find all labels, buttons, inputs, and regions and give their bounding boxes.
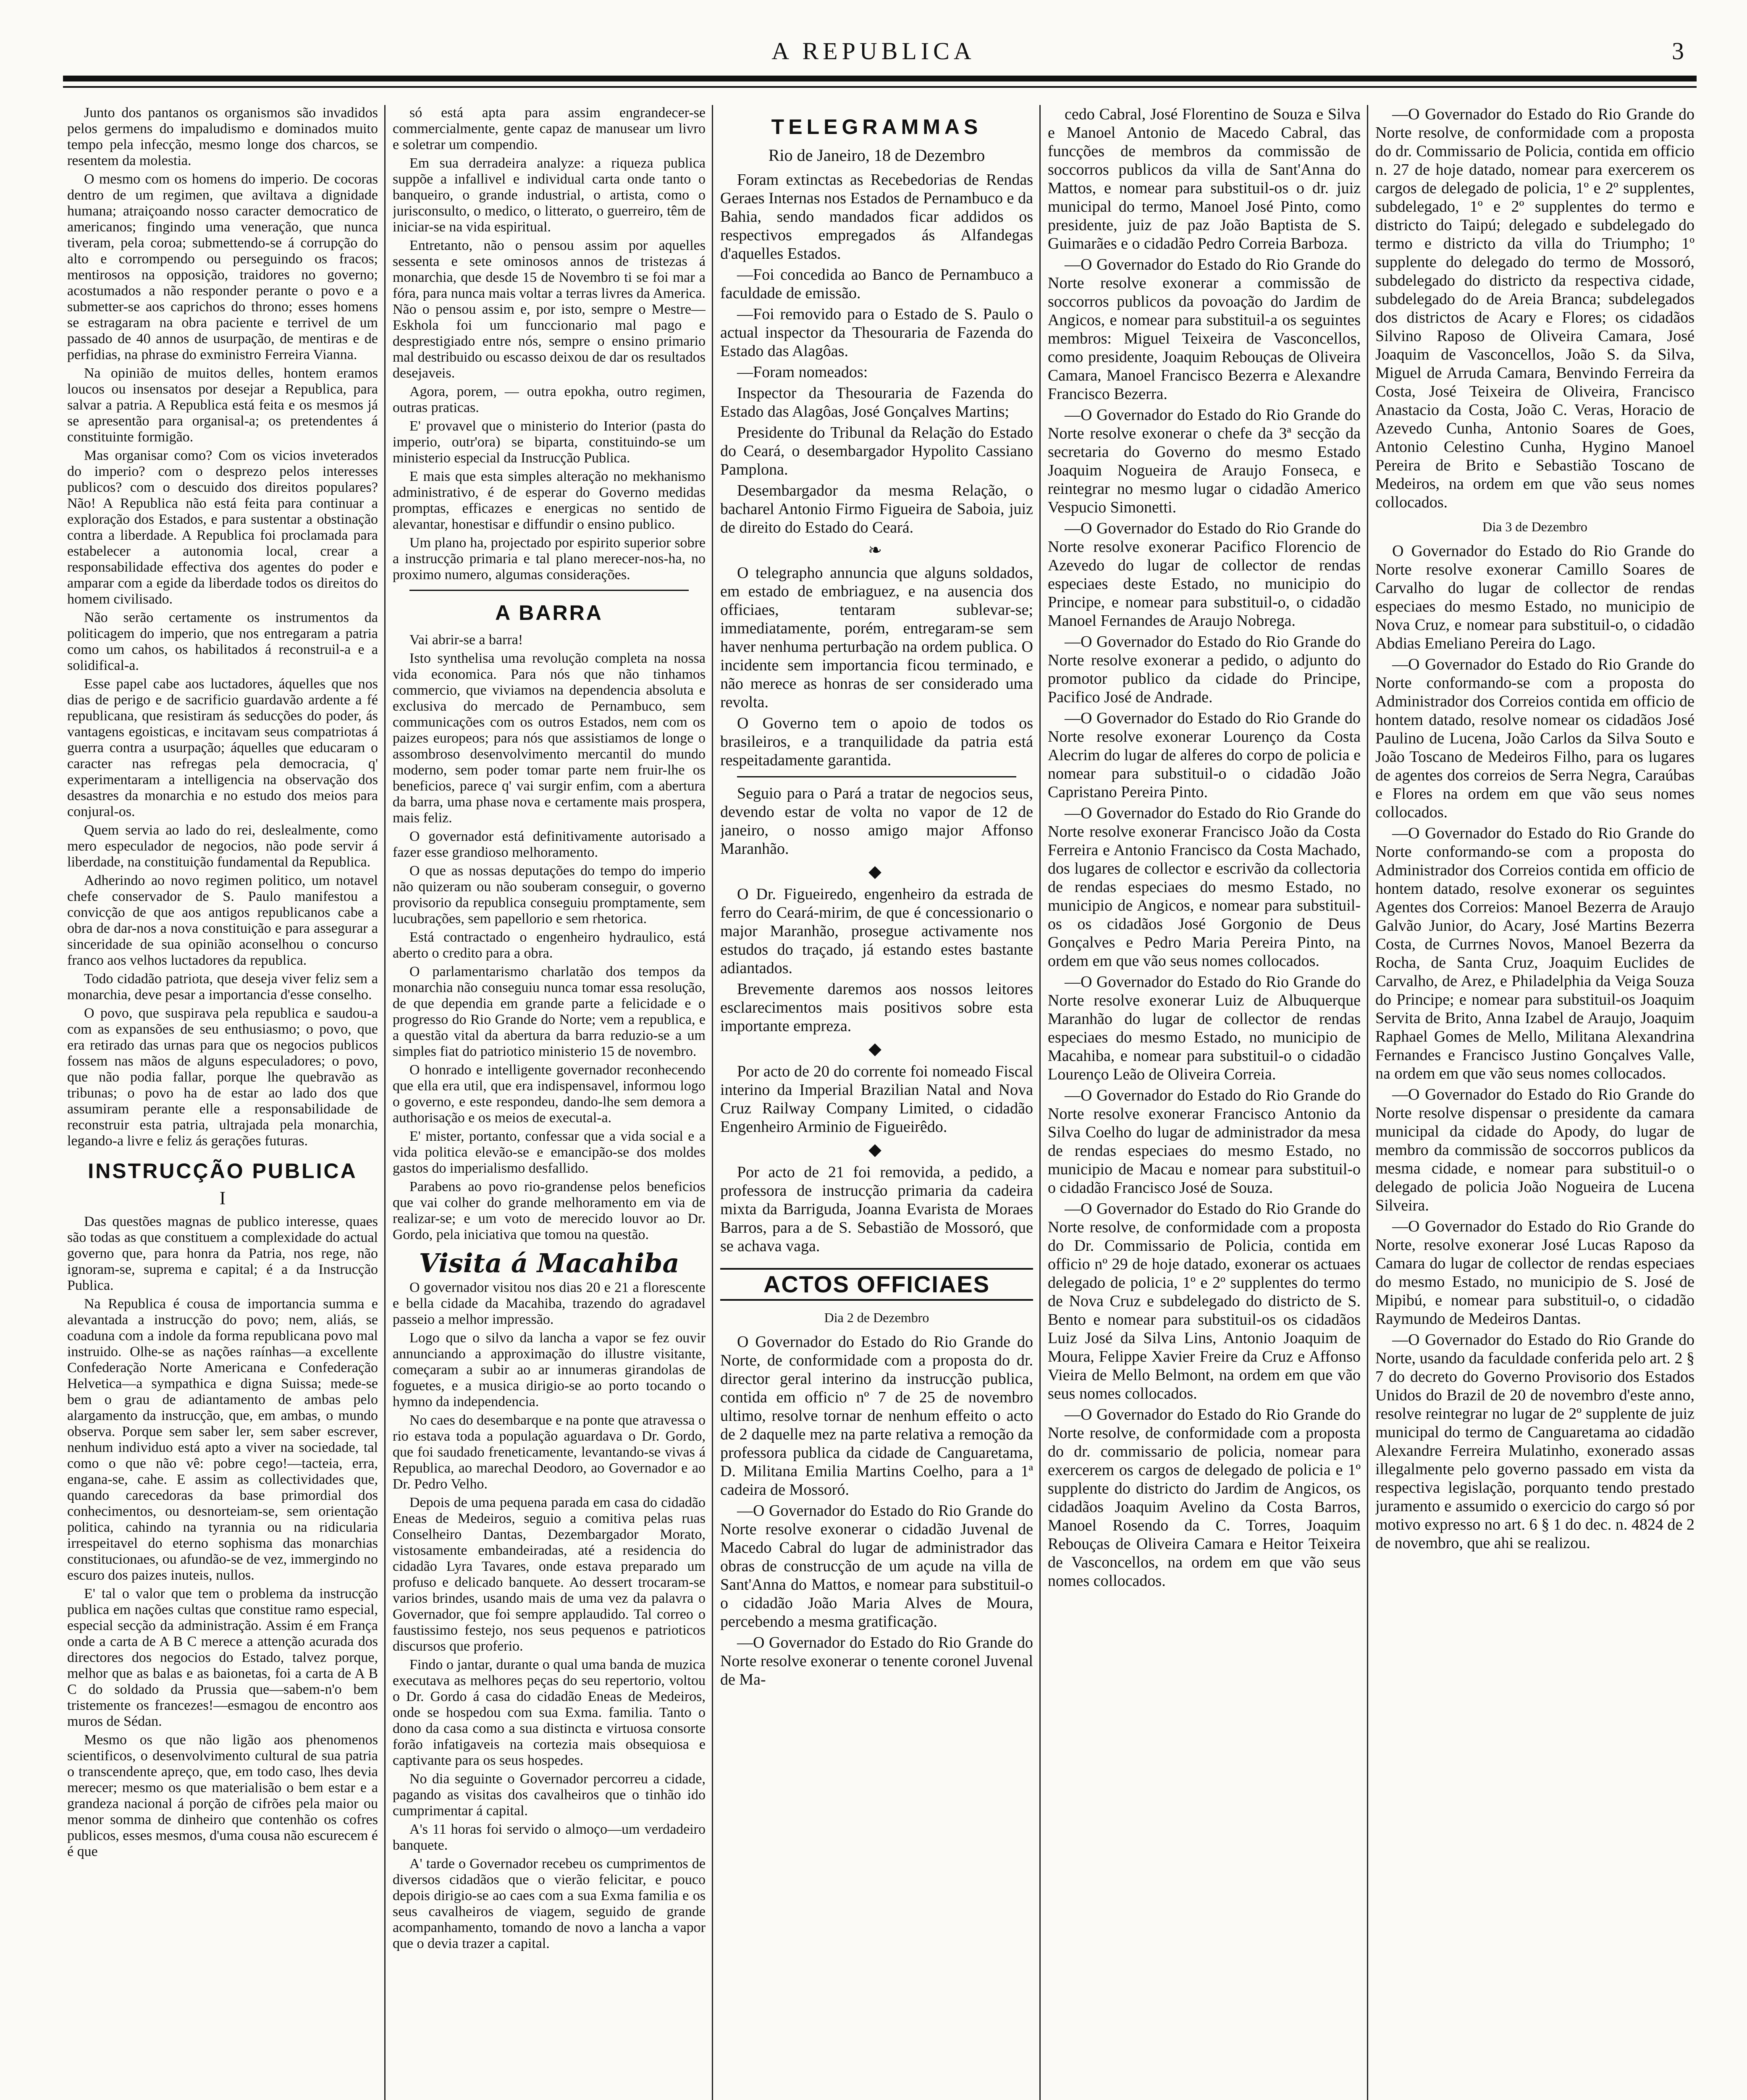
column-divider [712,105,713,2100]
paragraph: Foram extinctas as Recebedorias de Rendas Geraes Internas nos Estados de Pernambuco e da Bahia, sendo mandados ficar addidos os respectivos empregados ás Alfandegas d'aquelles Estados. [720,171,1033,262]
paragraph: Não serão certamente os instrumentos da politicagem do imperio, que nos entregaram a patria como um cahos, os habilitados á reconstruil-a e a solidifical-a. [67,610,378,673]
paragraph: —O Governador do Estado do Rio Grande do Norte resolve exonerar a pedido, o adjunto do promotor publico da cidade do Principe, Pacifico José de Andrade. [1048,633,1361,706]
masthead-rule-thin [63,86,1697,88]
paragraph: Por acto de 20 do corrente foi nomeado Fiscal interino da Imperial Brazilian Natal and Nova Cruz Railway Company Limited, o cidadão Engenheiro Arminio de Figueirêdo. [720,1063,1033,1136]
paragraph: Em sua derradeira analyze: a riqueza publica suppõe a infallivel e individual carta onde tanto o banqueiro, o grande industrial, o artista, como o jurisconsulto, o medico, o litterato, o guerreiro, têm de iniciar-se na vida espiritual. [393,155,706,235]
paragraph: No caes do desembarque e na ponte que atravessa o rio estava toda a população aguardava o Dr. Gordo, que foi saudado freneticamente, levantando-se vivas á Republica, ao marechal Deodoro, ao Governador e ao Dr. Pedro Velho. [393,1412,706,1492]
paragraph: Na opinião de muitos delles, hontem eramos loucos ou insensatos por desejar a Republica, para salvar a patria. A Republica está feita e os mesmos já se apresentão para organisal-a; os pretendentes á constituinte formigão. [67,365,378,445]
paragraph: —O Governador do Estado do Rio Grande do Norte, usando da faculdade conferida pelo art. 2 § 7 do decreto do Governo Provisorio dos Estados Unidos do Brazil de 20 de novembro d'este anno, resolve reintegrar no lugar de 2º supplente de juiz municipal do termo de Canguaretama ao cidadão Alexandre Ferreira Mulatinho, exonerado assas illegalmente pelo governo passado em vista da respectiva legislação, porquanto tendo prestado juramento e assumido o exercicio do cargo só por motivo expresso no art. 6 § 1 do dec. n. 4824 de 2 de novembro, que ahi se realizou. [1375,1331,1695,1552]
paragraph: O parlamentarismo charlatão dos tempos da monarchia não conseguiu nunca tomar essa resolução, de que dependia em grande parte a felicidade e o progresso do Rio Grande do Norte; vem a republica, e a questão vital da abertura da barra reduzio-se a um simples fiat do patriotico ministerio 15 de novembro. [393,964,706,1059]
ornament: ◆ [868,1039,885,1058]
masthead-rule [63,76,1697,81]
paragraph: —Foram nomeados: [737,363,868,381]
paragraph: —O Governador do Estado do Rio Grande do Norte resolve exonerar o tenente coronel Juvenal de Ma- [720,1634,1033,1688]
paragraph: Brevemente daremos aos nossos leitores esclarecimentos mais positivos sobre esta importante empreza. [720,980,1033,1035]
paragraph: Por acto de 21 foi removida, a pedido, a professora de instrucção primaria da cadeira mixta da Barriguda, Joanna Evarista de Moraes Barros, para a de S. Sebastião de Mossoró, que se achava vaga. [720,1163,1033,1255]
paragraph: só está apta para assim engrandecer-se commercialmente, gente capaz de manusear um livro e soletrar um compendio. [393,105,706,152]
paragraph: cedo Cabral, José Florentino de Souza e Silva e Manoel Antonio de Macedo Cabral, das funcções de membros da commissão de soccorros publicos da villa de Sant'Anna do Mattos, e nomear para substituil-os o dr. juiz municipal do termo, Manoel José Pinto, como presidente, juiz de paz João Baptista de S. Guimarães e o cidadão Pedro Correia Barboza. [1048,105,1361,252]
paragraph: —O Governador do Estado do Rio Grande do Norte resolve exonerar Francisco Antonio da Silva Coelho do lugar de administrador da mesa de rendas especiaes do mesmo Estado, no municipio de Macau e nomear para substituil-o o cidadão Francisco José de Souza. [1048,1087,1361,1197]
paragraph: E' tal o valor que tem o problema da instrucção publica em nações cultas que constitue ramo especial, especial secção da administração. Assim é em França onde a carta de A B C merece a attenção acurada dos directores dos negocios do Estado, talvez porque, melhor que as balas e as baionetas, foi a carta de A B C do soldado da Prussia que—sabem-n'o bem tristemente os francezes!—esmagou de encontro aos muros de Sédan. [67,1586,378,1729]
section-heading-actos: ACTOS OFFICIAES [720,1268,1033,1301]
paragraph: Seguio para o Pará a tratar de negocios seus, devendo estar de volta no vapor de 12 de janeiro, o nosso amigo major Affonso Maranhão. [720,785,1033,858]
column-5 [1375,105,1695,2100]
section-heading-instrucao: INSTRUCÇÃO PUBLICA [88,1159,357,1183]
paragraph: Esse papel cabe aos luctadores, áquelles que nos dias de perigo e de sacrificio guardavão ardente a fé republicana, que resistiram ás seducções do poder, ás vantagens egoisticas, e incitavam seus compatriotas á guerra contra a usurpação; áquelles que educaram o caracter nas refregas pela democracia, q' experimentaram a intelligencia na observação dos desastres da monarchia e no estudo dos meios para conjural-os. [67,676,378,819]
paragraph: Mesmo os que não ligão aos phenomenos scientificos, o desenvolvimento cultural de sua patria o transcendente apreço, que, em todo caso, lhes devia merecer; mesmo os que materialisão o bem estar e a grandeza nacional á porção de cifrões pela maior ou menor somma de dinheiro que contenhão os cofres publicos, esses mesmos, d'uma cousa não escurecem é é que [67,1732,378,1859]
paragraph: Inspector da Thesouraria de Fazenda do Estado das Alagôas, José Gonçalves Martins; [720,384,1033,420]
paragraph: O governador visitou nos dias 20 e 21 a florescente e bella cidade da Macahiba, trazendo do agradavel passeio a melhor impressão. [393,1280,706,1327]
paragraph: E mais que esta simples alteração no mekhanismo administrativo, é de esperar do Governo medidas promptas, efficazes e energicas no sentido de alevantar, honestisar e diffundir o ensino publico. [393,469,706,532]
paragraph: E' mister, portanto, confessar que a vida social e a vida politica elevão-se e emancipão-se dos moldes gastos do imperialismo desfallido. [393,1129,706,1176]
paragraph: O povo, que suspirava pela republica e saudou-a com as expansões de seu enthusiasmo; o povo, que era retirado das urnas para que os negocios publicos fossem nas mãos de alguns especuladores; o povo, que não podia fallar, porque lhe quebravão as tribunas; o povo ha de estar ao lado dos que assumiram perante elle a responsabilidade de reconstruir esta patria, ultrajada pela monarchia, legando-a livre e feliz ás gerações futuras. [67,1005,378,1149]
paragraph: O telegrapho annuncia que alguns soldados, em estado de embriaguez, e na ausencia dos officiaes, tentaram sublevar-se; immediatamente, porém, entregaram-se sem haver nenhuma perturbação na ordem publica. O incidente sem importancia ficou terminado, e não merece as honras de ser considerado uma revolta. [720,564,1033,711]
column-divider [1039,105,1041,2100]
paragraph: E' provavel que o ministerio do Interior (pasta do imperio, outr'ora) se biparta, constituindo-se um ministerio especial da Instrucção Publica. [393,418,706,466]
paragraph: Das questões magnas de publico interesse, quaes são todas as que constituem a complexidade do actual governo que, para honra da Patria, nos rege, não ignoram-se, suprema e capital; é a da Instrucção Publica. [67,1214,378,1293]
paragraph: Depois de uma pequena parada em casa do cidadão Eneas de Medeiros, seguio a comitiva pelas ruas Conselheiro Dantas, Dezembargador Morato, vistosamente embandeiradas, até a residencia do cidadão Lyra Tavares, onde estava preparado um profuso e delicado banquete. Ao dessert trocaram-se varios brindes, usando mais de uma vez da palavra o Governador, que foi sempre applaudido. Tal correo o faustissimo festejo, nos seus pequenos e patrioticos discursos que proferio. [393,1495,706,1654]
ornament: ❧ [868,541,886,559]
paragraph: —Foi concedida ao Banco de Pernambuco a faculdade de emissão. [720,266,1033,302]
paragraph: Mas organisar como? Com os vicios inveterados do imperio? com o desprezo pelos interesses publicos? com o descuido dos direitos populares? Não! A Republica não está feita para continuar a exploração dos Estados, e para sustentar a obstinação contra a liberdade. A Republica foi proclamada para estabelecer a autonomia local, crear a responsabilidade effectiva dos agentes do poder e amparar com a egide da liberdade todos os direitos do homem civilisado. [67,448,378,607]
section-divider [409,590,689,591]
ornament: ◆ [868,1140,885,1159]
paragraph: —O Governador do Estado do Rio Grande do Norte resolve, de conformidade com a proposta do Dr. Commissario de Policia, contida em officio nº 29 de hoje datado, exonerar os actuaes delegado de policia, 1º e 2º supplentes do termo de Nova Cruz e subdelegado do districto de S. Bento e nomear para substituil-os os cidadãos Luiz José da Silva Lins, Antonio Joaquim de Moura, Felippe Xavier Freire da Cruz e Affonso Vieira de Mello Belmont, na ordem em que vão seus nomes collocados. [1048,1200,1361,1402]
ornament: ◆ [868,862,885,881]
section-heading-telegrammas: TELEGRAMMAS [771,115,982,139]
paragraph: Entretanto, não o pensou assim por aquelles sessenta e sete ominosos annos de tristezas á monarchia, que desde 15 de Novembro ti se foi mar a fóra, para nunca mais voltar a terras livres da America. Não o pensou assim e, por isto, sempre o Mestre—Eskhola foi um funccionario mal pago e desprestigiado entre nós, sempre o ensino primario mal destribuido ou escasso deixou de dar os resultados desejaveis. [393,238,706,381]
column-2 [393,105,706,2100]
paragraph: —O Governador do Estado do Rio Grande do Norte resolve exonerar o chefe da 3ª secção da secretaria do Governo do mesmo Estado Joaquim Nogueira de Araujo Fonseca, e reintegrar no mesmo lugar o cidadão Americo Vespucio Simonetti. [1048,406,1361,516]
section-heading-visita: Visita á Macahiba [419,1248,679,1278]
paragraph: —O Governador do Estado do Rio Grande do Norte conformando-se com a proposta do Administrador dos Correios contida em officio de hontem datado, resolve exonerar os seguintes Agentes dos Correios: Manoel Bezerra de Araujo Galvão Junior, do Acary, José Martins Bezerra Costa, de Currnes Novos, Manoel Bezerra da Rocha, de Santa Cruz, Joaquim Euclides de Carvalho, de Arez, e Philadelphia da Veiga Souza do Principe; e nomear para substituil-os Joaquim Servita de Brito, Anna Izabel de Araujo, Joaquim Raphael Gomes de Mello, Militana Alexandrina Fernandes e Francisco Justino Gonçalves Valle, na ordem em que vão seus nomes collocados. [1375,824,1695,1082]
paragraph: O mesmo com os homens do imperio. De cocoras dentro de um regimen, que aviltava a dignidade humana; atraiçoando nosso caracter democratico de americanos; fingindo uma veneração, que nunca tiveram, pela coroa; submettendo-se á corrupção do alto e corrompendo ou perseguindo os fracos; mentirosos na opposição, traidores no governo; acostumados a não responder perante o povo e a submetter-se aos caprichos do throno; esses homens se estragaram na obra paciente e terrivel de um passado de 40 annos de usurpação, de mentiras e de perfidias, na phrase do exministro Ferreira Vianna. [67,171,378,362]
column-3 [720,105,1033,2100]
paragraph: Na Republica é cousa de importancia summa e alevantada a instrucção do povo; nem, aliás, se coaduna com a indole da forma republicana povo mal instruido. Olhe-se as nações raínhas—a excellente Confederação Norte Americana e Confederação Helvetica—a sympathica e digna Suissa; mede-se bem o grau de adiantamento de ambas pelo alargamento da instrucção, que, em ambas, o mundo observa. Porque sem saber ler, sem saber escrever, nenhum individuo está apto a viver na sociedade, tal como o que não vê: pobre cego!—tacteia, erra, engana-se, cahe. E assim as collectividades que, quando carecedoras da base primordial dos conhecimentos, ou desnorteiam-se, sem orientação politica, cahindo na tyrannia ou na ridicularia irrespeitavel do eterno sophisma das monarchias constitucionaes, ou afundão-se de vez, immergindo no escuro dos paizes inuteis, nullos. [67,1296,378,1583]
paragraph: Parabens ao povo rio-grandense pelos beneficios que vai colher do grande melhoramento em via de realizar-se; e um voto de merecido louvor ao Dr. Gordo, pela iniciativa que tomou na questão. [393,1179,706,1242]
paragraph: —O Governador do Estado do Rio Grande do Norte conformando-se com a proposta do Administrador dos Correios contida em officio de hontem datado, resolve nomear os cidadãos José Paulino de Lucena, João Carlos da Silva Souto e João Toscano de Medeiros Filho, para os lugares de agentes dos correios de Serra Negra, Caraúbas e Flores na ordem em que vão seus nomes collocados. [1375,656,1695,821]
section-heading-barra: A BARRA [495,601,603,625]
dateline: Dia 3 de Dezembro [1482,519,1587,534]
paragraph: —O Governador do Estado do Rio Grande do Norte resolve exonerar Lourenço da Costa Alecrim do lugar de alferes do corpo de policia e nomear para substituil-o o cidadão João Capristano Pereira Pinto. [1048,709,1361,801]
paragraph: —O Governador do Estado do Rio Grande do Norte resolve dispensar o presidente da camara municipal da cidade do Apody, do lugar de membro da commissão de soccorros publicos da mesma cidade, e nomear para substituil-o o delegado de policia João Nogueira de Lucena Silveira. [1375,1086,1695,1214]
paragraph: Está contractado o engenheiro hydraulico, está aberto o credito para a obra. [393,929,706,961]
column-divider [384,105,386,2100]
column-4 [1048,105,1361,2100]
paragraph: O governador está definitivamente autorisado a fazer esse grandioso melhoramento. [393,829,706,860]
paragraph: —O Governador do Estado do Rio Grande do Norte resolve exonerar Francisco João da Costa Ferreira e Antonio Francisco da Costa Machado, dos lugares de collector e escrivão da collectoria de rendas especiaes do mesmo Estado, no municipio de Angicos, e nomear para substituil-os os cidadãos José Gorgonio de Deus Gonçalves e Pedro Maria Pereira Pinto, na ordem em que vão seus nomes collocados. [1048,804,1361,970]
paragraph: —O Governador do Estado do Rio Grande do Norte resolve exonerar Pacifico Florencio de Azevedo do lugar de collector de rendas especiaes deste Estado, no municipio do Principe, e nomear para substituil-o, o cidadão Manoel Fernandes de Araujo Nobrega. [1048,520,1361,630]
section-number: I [219,1188,226,1208]
masthead [0,0,1747,97]
paragraph: Adherindo ao novo regimen politico, um notavel chefe conservador de S. Paulo manifestou a convicção de que aos antigos republicanos cabe a obra de dar-nos a nova constituição e para assegurar a sinceridade de sua opinião aconselhou o concurso franco aos velhos luctadores da republica. [67,873,378,968]
dateline: Dia 2 de Dezembro [824,1310,929,1325]
paragraph: Agora, porem, — outra epokha, outro regimen, outras praticas. [393,384,706,415]
paragraph: Quem servia ao lado do rei, deslealmente, como mero especulador de negocios, não pode servir á liberdade, na constituição fundamental da Republica. [67,822,378,870]
column-1 [67,105,378,2100]
paragraph: Um plano ha, projectado por espirito superior sobre a instrucção primaria e tal plano merecer-nos-ha, no proximo numero, algumas considerações. [393,535,706,583]
newspaper-title: A REPUBLICA [771,37,976,65]
paragraph: O honrado e intelligente governador reconhecendo que ella era util, que era indispensavel, informou logo o governo, e este respondeu, dando-lhe sem demora a authorisação e os meios de executal-a. [393,1062,706,1126]
paragraph: A' tarde o Governador recebeu os cumprimentos de diversos cidadãos que o vierão felicitar, e pouco depois dirigio-se ao caes com a sua Exma familia e os seus cavalheiros de viagem, seguido de grande acompanhamento, tomando de novo a lancha a vapor que o devia trazer a capital. [393,1856,706,1951]
paragraph: —O Governador do Estado do Rio Grande do Norte, resolve exonerar José Lucas Raposo da Camara do lugar de collector de rendas especiaes do mesmo Estado, no municipio de S. José de Mipibú, e nomear para substituil-o, o cidadão Raymundo de Medeiros Dantas. [1375,1218,1695,1328]
paragraph: —Foi removido para o Estado de S. Paulo o actual inspector da Thesouraria de Fazenda do Estado das Alagôas. [720,305,1033,360]
paragraph: Junto dos pantanos os organismos são invadidos pelos germens do impaludismo e dominados muito tempo pela infecção, mesmo longe dos charcos, se resentem da molestia. [67,105,378,168]
paragraph: Vai abrir-se a barra! [409,632,523,648]
paragraph: O Governador do Estado do Rio Grande do Norte, de conformidade com a proposta do dr. director geral interino da instrucção publica, contida em officio nº 7 de 25 de novembro ultimo, resolve tornar de nenhum effeito o acto de 2 daquelle mez na parte relativa a remoção da professora publica da cidade de Canguaretama, D. Militana Emilia Martins Coelho, para a 1ª cadeira de Mossoró. [720,1333,1033,1499]
paragraph: —O Governador do Estado do Rio Grande do Norte resolve, de conformidade com a proposta do dr. commissario de policia, nomear para exercerem os cargos de delegado de policia e 1º supplente do districto do Jardim de Angicos, os cidadãos Joaquim Avelino da Costa Barros, Manoel Rosendo da C. Torres, Joaquim Rebouças de Oliveira Camara e Heitor Teixeira de Vasconcellos, na ordem em que vão seus nomes collocados. [1048,1406,1361,1590]
paragraph: —O Governador do Estado do Rio Grande do Norte resolve exonerar a commissão de soccorros publicos da povoação do Jardim de Angicos, e nomear para substituil-a os seguintes membros: Miguel Teixeira de Vasconcellos, como presidente, Joaquim Rebouças de Oliveira Camara, Manoel Francisco Bezerra e Alexandre Francisco Bezerra. [1048,256,1361,403]
column-divider [1367,105,1368,2100]
paragraph: Todo cidadão patriota, que deseja viver feliz sem a monarchia, deve pesar a importancia d'esse conselho. [67,971,378,1003]
paragraph: Isto synthelisa uma revolução completa na nossa vida economica. Para nós que não tinhamos commercio, que viviamos na dependencia absoluta e exclusiva do mercado de Pernambuco, sem communicações com os outros Estados, nem com os paizes europeos; para nós que assistiamos de longe o assombroso desenvolvimento mercantil do mundo moderno, sem poder tomar parte nem fruir-lhe os beneficios, parece q' vai surgir enfim, com a abertura da barra, uma phase nova e certamente mais prospera, mais feliz. [393,651,706,826]
paragraph: —O Governador do Estado do Rio Grande do Norte resolve, de conformidade com a proposta do dr. Commissario de Policia, contida em officio n. 27 de hoje datado, nomear para exercerem os cargos de delegado de policia, 1º e 2º supplentes, subdelegado, 1º e 2º supplentes do termo e districto do Taipú; delegado e subdelegado do termo e districto da villa do Triumpho; 1º supplente do delegado do termo de Mossoró, subdelegado do districto da respectiva cidade, subdelegado do de Areia Branca; subdelegados dos districtos de Acary e Flores; os cidadãos Silvino Raposo de Oliveira Camara, José Joaquim de Vasconcellos, João S. da Silva, Miguel de Arruda Camara, Benvindo Ferreira da Costa, José Teixeira de Oliveira, Francisco Anastacio da Costa, João C. Veras, Horacio de Azevedo Cunha, Antonio Soares de Goes, Antonio Celestino Cunha, Hygino Manoel Pereira de Brito e Sebastião Toscano de Medeiros, na ordem em que vão seus nomes collocados. [1375,105,1695,511]
page-number: 3 [1672,37,1684,65]
paragraph: Logo que o silvo da lancha a vapor se fez ouvir annunciando a approximação do illustre visitante, começaram a subir ao ar innumeras girandolas de foguetes, e a musica dirigio-se ao porto tocando o hymno da independencia. [393,1330,706,1410]
paragraph: —O Governador do Estado do Rio Grande do Norte resolve exonerar Luiz de Albuquerque Maranhão do lugar de collector de rendas especiaes do mesmo Estado, no municipio de Macahiba, e nomear para substituil-o o cidadão Lourenço Leão de Oliveira Correia. [1048,973,1361,1083]
paragraph: Desembargador da mesma Relação, o bacharel Antonio Firmo Figueira de Saboia, juiz de direito do Estado do Ceará. [720,482,1033,536]
paragraph: Findo o jantar, durante o qual uma banda de muzica executava as melhores peças do seu repertorio, voltou o Dr. Gordo á casa do cidadão Eneas de Medeiros, onde se hospedou com sua Exma. familia. Tanto o dono da casa como a sua distincta e virtuosa consorte forão infatigaveis na cortezia mais obsequiosa e captivante para os seus hospedes. [393,1657,706,1768]
paragraph: O Governador do Estado do Rio Grande do Norte resolve exonerar Camillo Soares de Carvalho do lugar de collector de rendas especiaes do mesmo Estado, no municipio de Nova Cruz, e nomear para substituil-o, o cidadão Abdias Emeliano Pereira do Lago. [1375,542,1695,652]
paragraph: O que as nossas deputações do tempo do imperio não quizeram ou não souberam conseguir, o governo provisorio da republica conseguiu promptamente, sem lucubrações, sem papellorio e sem rhetorica. [393,863,706,927]
paragraph: A's 11 horas foi servido o almoço—um verdadeiro banquete. [393,1822,706,1853]
paragraph: —O Governador do Estado do Rio Grande do Norte resolve exonerar o cidadão Juvenal de Macedo Cabral do lugar de administrador das obras de construcção de um açude na villa de Sant'Anna do Mattos, e nomear para substituil-o o cidadão João Maria Alves de Moura, percebendo a mesma gratificação. [720,1502,1033,1630]
paragraph: Presidente do Tribunal da Relação do Estado do Ceará, o desembargador Hypolito Cassiano Pamplona. [720,424,1033,478]
paragraph: O Governo tem o apoio de todos os brasileiros, e a tranquilidade da patria está respeitadamente garantida. [720,714,1033,769]
dateline: Rio de Janeiro, 18 de Dezembro [768,146,985,165]
section-divider [737,776,1016,777]
paragraph: No dia seguinte o Governador percorreu a cidade, pagando as visitas dos cavalheiros que o tinhão ido cumprimentar á capital. [393,1771,706,1819]
paragraph: O Dr. Figueiredo, engenheiro da estrada de ferro do Ceará-mirim, de que é concessionario o major Maranhão, prosegue activamente nos estudos do traçado, já estando estes bastante adiantados. [720,885,1033,977]
